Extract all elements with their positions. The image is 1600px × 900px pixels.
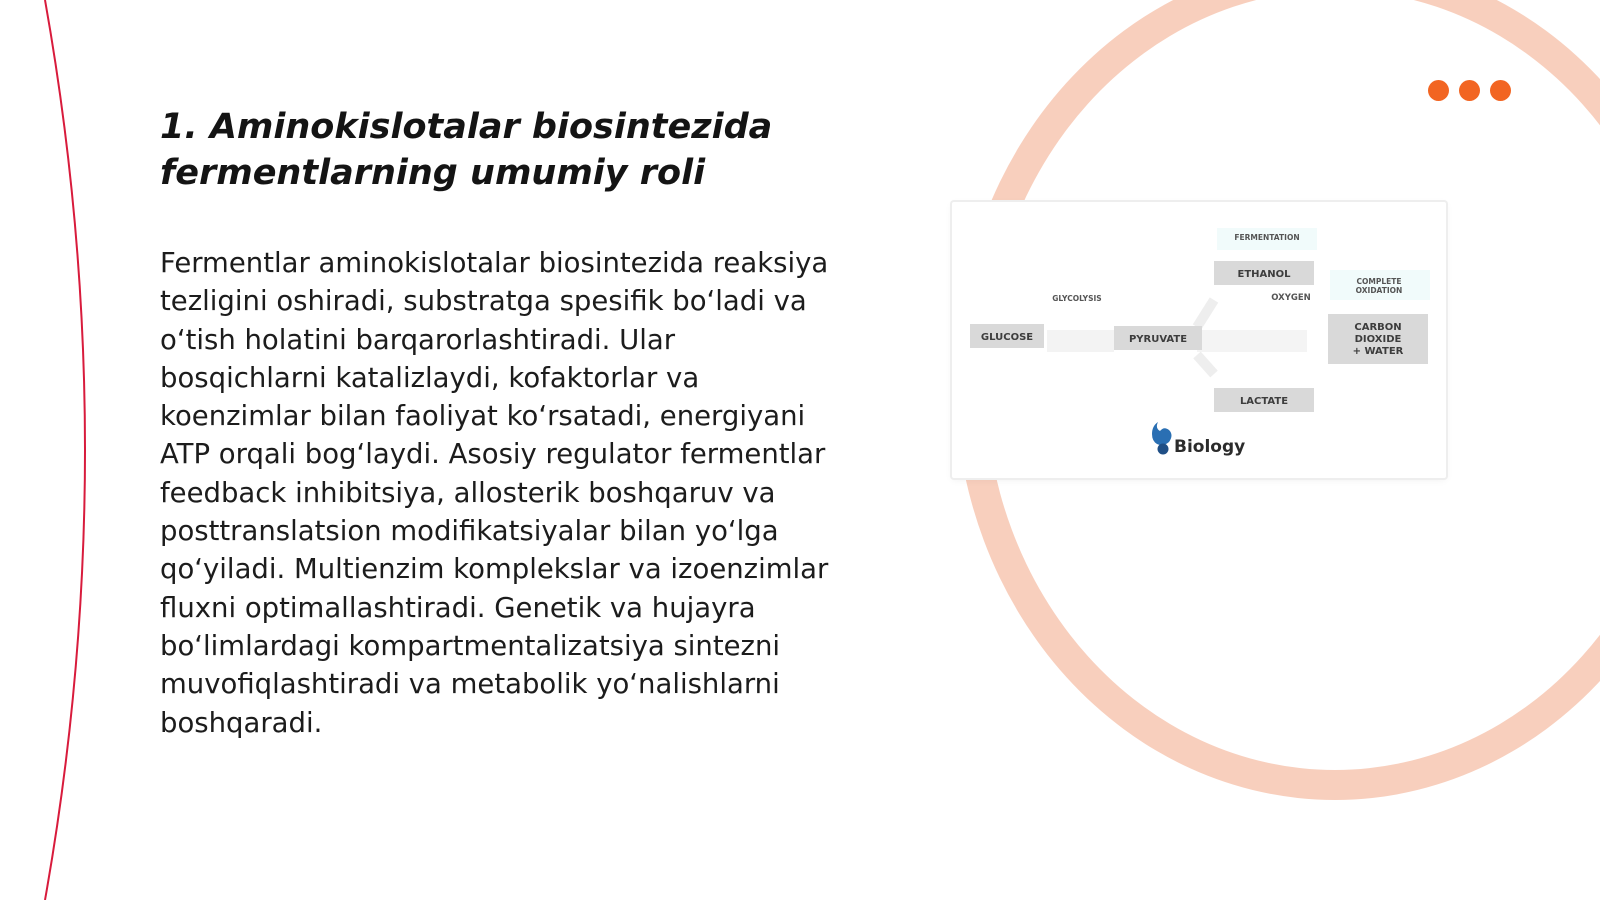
glycolysis-connector: [1047, 330, 1114, 352]
ethanol-node-label: ETHANOL: [1237, 269, 1291, 280]
oxygen-label: OXYGEN: [1271, 293, 1311, 303]
logo-text: Biology: [1174, 437, 1246, 457]
co2-node-label-line3: + WATER: [1352, 346, 1404, 357]
complete-oxidation-label-line2: OXIDATION: [1355, 286, 1403, 295]
oxidation-connector: [1197, 330, 1307, 352]
complete-oxidation-label-line1: COMPLETE: [1356, 277, 1402, 286]
lactate-node-label: LACTATE: [1239, 396, 1289, 407]
ethanol-connector: [1197, 300, 1214, 327]
pyruvate-node-label: PYRUVATE: [1128, 334, 1188, 345]
dot-icon: [1490, 80, 1511, 101]
dot-icon: [1428, 80, 1449, 101]
co2-node-label-line2: DIOXIDE: [1354, 334, 1402, 345]
dot-icon: [1459, 80, 1480, 101]
glycolysis-label: GLYCOLYSIS: [1052, 294, 1102, 303]
slide-title: 1. Aminokislotalar biosintezida fermentlarning umumiy roli: [160, 107, 773, 193]
biology-logo: [1152, 422, 1245, 457]
logo-circle-icon: [1158, 444, 1169, 455]
dots-menu: [1428, 80, 1511, 101]
lactate-connector: [1197, 355, 1214, 374]
logo-drop-icon: [1152, 422, 1172, 445]
glucose-node-label: GLUCOSE: [980, 332, 1034, 343]
slide-body-text: Fermentlar aminokislotalar biosintezida reaksiya tezligini oshiradi, substratga spesifik bo‘ladi va o‘tish holatini barqarorlashtiradi. Ular bosqichlarni katalizlaydi, kofaktorlar va koenzimlar bilan faoliyat ko‘rsatadi, energiyani ATP orqali bog‘laydi. Asosiy regulator fermentlar feedback inhibitsiya, allosterik boshqaruv va posttranslatsion modifikatsiyalar bilan yo‘lga qo‘yiladi. Multienzim komplekslar va izoenzimlar fluxni optimallashtiradi. Genetik va hujayra bo‘limlardagi kompartmentalizatsiya sintezni muvofiqlashtiradi va metabolik yo‘nalishlarni boshqaradi.: [160, 247, 829, 739]
respiration-diagram-image: [952, 202, 1446, 478]
fermentation-label: FERMENTATION: [1234, 233, 1300, 242]
co2-node-label-line1: CARBON: [1354, 322, 1402, 333]
